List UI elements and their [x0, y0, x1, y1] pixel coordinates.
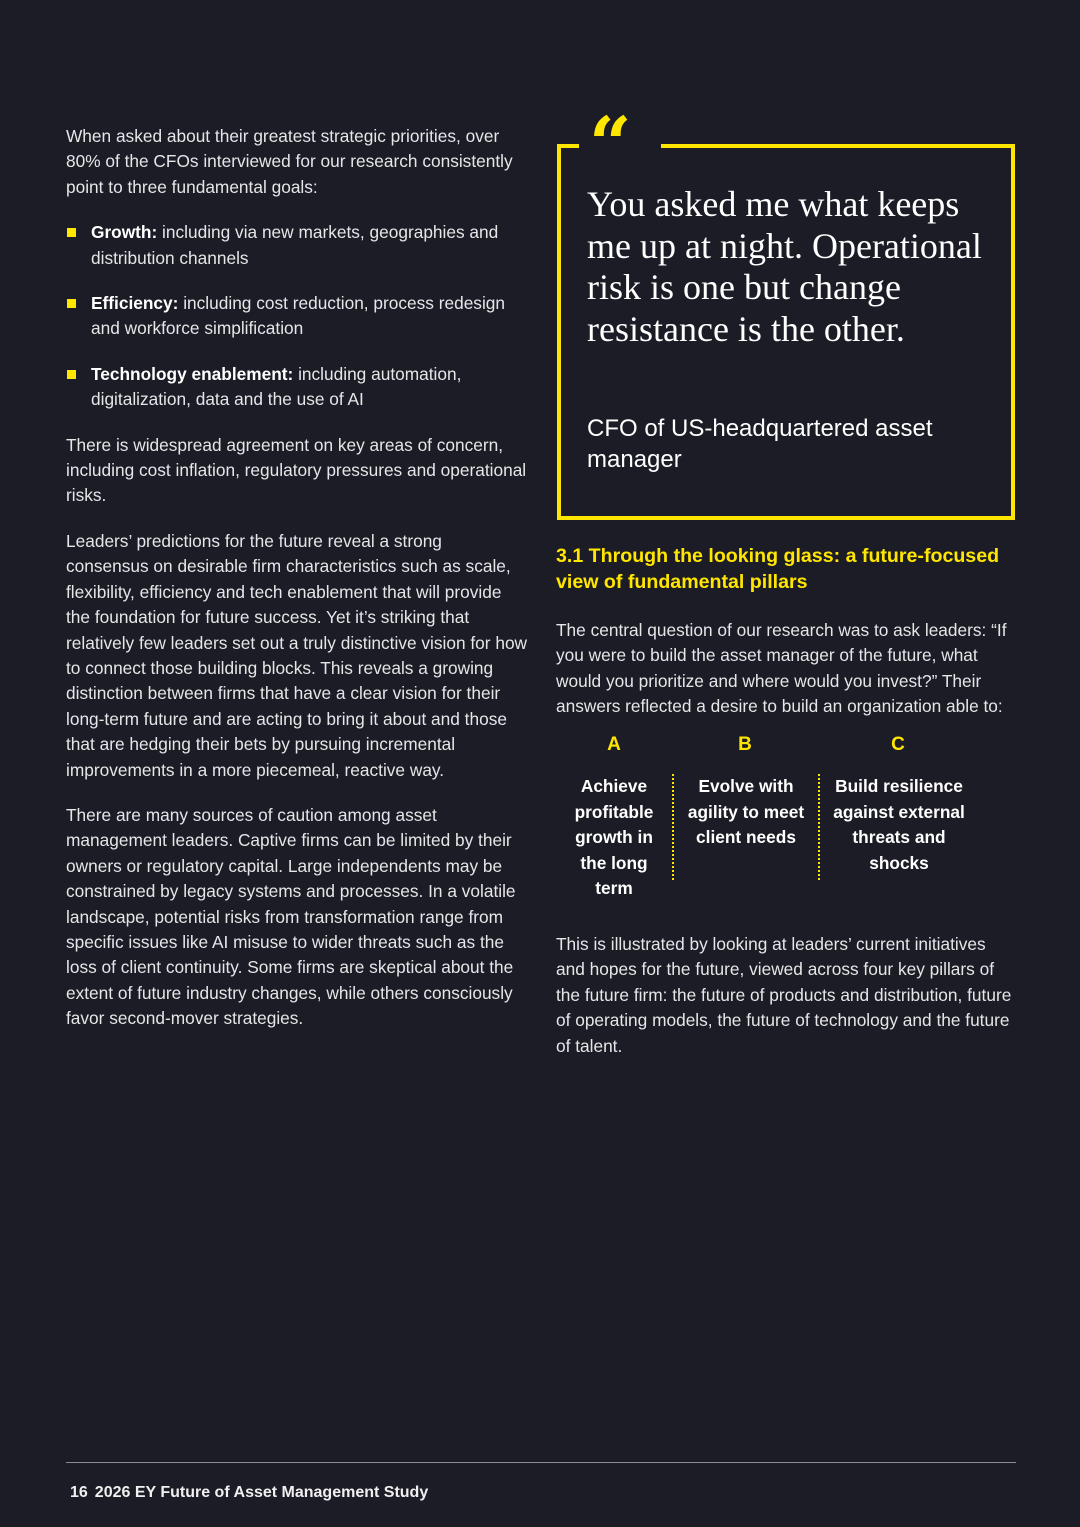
bullet-square-icon: [67, 228, 76, 237]
pillar-letter: B: [738, 734, 752, 756]
pillar-text: Build resilience against external threats and shocks: [818, 774, 978, 880]
bullet-term: Efficiency:: [91, 293, 179, 314]
bullet-square-icon: [67, 370, 76, 379]
pillars-row: [556, 733, 1018, 902]
bullet-text: including cost reduction, process redesign and workforce simplification: [91, 293, 506, 339]
pillar-letter: A: [607, 734, 621, 756]
list-item: [66, 291, 528, 342]
section-closing: This is illustrated by looking at leaders’ current initiatives and hopes for the future, viewed across four key pillars of the future firm: the future of products and distribution, future of operating models, the future of technology and the future of talent.: [556, 933, 1012, 1056]
section-heading: 3.1 Through the looking glass: a future-focused view of fundamental pillars: [556, 545, 1000, 594]
concern-paragraph: There is widespread agreement on key areas of concern, including cost inflation, regulatory pressures and operational risks.: [66, 434, 527, 506]
pillar-b: [672, 733, 818, 902]
bullet-square-icon: [67, 299, 76, 308]
pull-quote-box: [557, 102, 1015, 520]
pillar-text: Evolve with agility to meet client needs: [672, 774, 818, 880]
page-number: 16: [70, 1484, 88, 1501]
footer: [70, 1482, 428, 1504]
list-item: [66, 220, 528, 271]
priority-list: [66, 220, 528, 412]
footer-divider: [66, 1462, 1016, 1463]
pillar-c: [818, 733, 978, 902]
caution-paragraph: There are many sources of caution among asset management leaders. Captive firms can be limited by their owners or regulatory capital. Large independents may be constrained by legacy systems and processes. In a volatile landscape, potential risks from transformation range from specific issues like AI misuse to wider threats such as the loss of client continuity. Some firms are skeptical about the extent of future industry changes, while others consciously favor second-mover strategies.: [66, 804, 516, 1029]
section-intro: The central question of our research was to ask leaders: “If you were to build the asset manager of the future, what would you prioritize and where would you invest?” Their answers reflected a desire to build an organization able to:: [556, 619, 1007, 717]
bullet-text: including automation, digitalization, data and the use of AI: [91, 363, 462, 410]
publication-title: 2026 EY Future of Asset Management Study: [94, 1484, 429, 1501]
pillar-letter: C: [891, 734, 905, 756]
bullet-term: Growth:: [91, 222, 158, 243]
intro-paragraph: When asked about their greatest strategic priorities, over 80% of the CFOs interviewed for our research consistently point to three fundamental goals:: [66, 126, 513, 197]
bullet-text: including via new markets, geographies and distribution channels: [91, 222, 499, 268]
predictions-paragraph: Leaders’ predictions for the future reveal a strong consensus on desirable firm characteristics such as scale, flexibility, efficiency and tech enablement that will provide the foundation for future success. Yet it’s striking that relatively few leaders set out a truly distinctive vision for how to connect those building blocks. This reveals a growing distinction between firms that have a clear vision for their long-term future and are acting to bring it about and those that are hedging their bets by pursuing incremental improvements in a more piecemeal, reactive way.: [66, 530, 528, 780]
pillar-text: Achieve profitable growth in the long term: [574, 776, 654, 899]
right-column: [556, 543, 1018, 1059]
quote-text: You asked me what keeps me up at night. Operational risk is one but change resistance is the other.: [587, 184, 982, 349]
list-item: [66, 362, 528, 413]
pillar-a: [556, 733, 672, 902]
quote-attribution: CFO of US-headquartered asset manager: [587, 415, 933, 473]
bullet-term: Technology enablement:: [91, 363, 294, 384]
left-column: [66, 124, 528, 1052]
quote-mark-icon: “: [589, 102, 626, 188]
